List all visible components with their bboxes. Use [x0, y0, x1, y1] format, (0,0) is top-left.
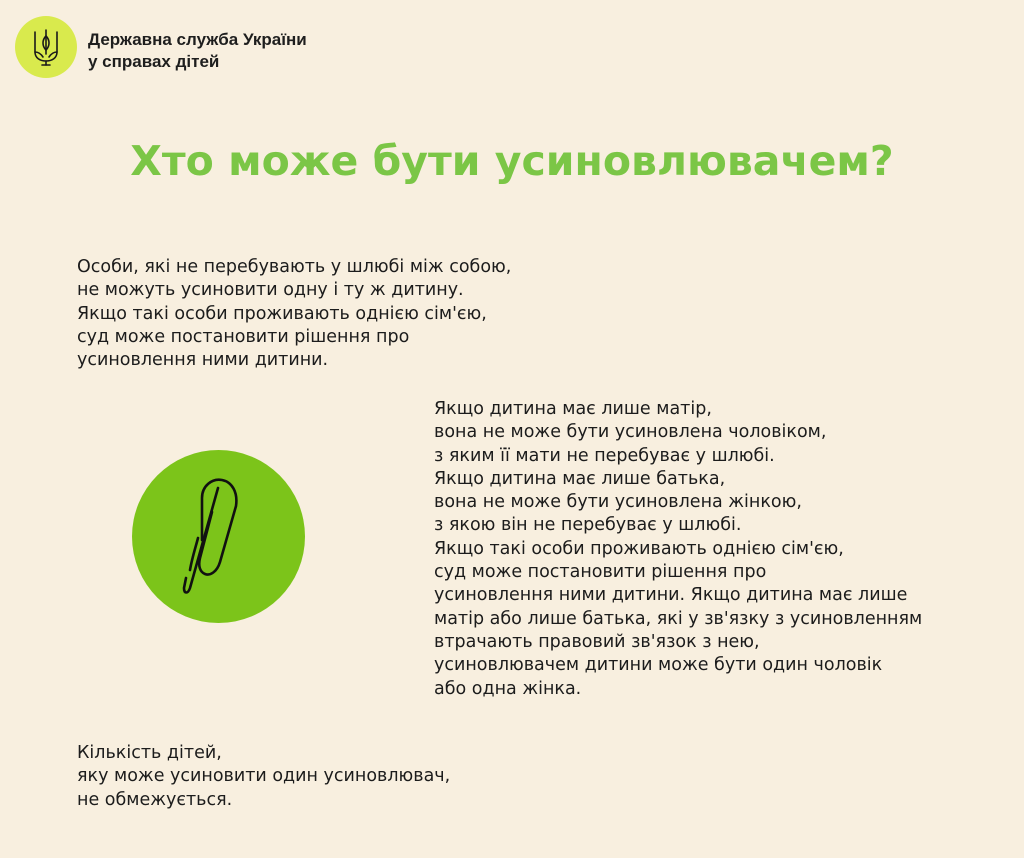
page-title: Хто може бути усиновлювачем?	[130, 137, 894, 185]
org-name-line-2: у справах дітей	[88, 52, 220, 71]
block1-line: не можуть усиновити одну і ту ж дитину.	[77, 280, 464, 301]
block2-line: з якою він не перебуває у шлюбі.	[434, 515, 742, 536]
block1-line: Якщо такі особи проживають однією сім'єю,	[77, 303, 487, 324]
text-block-number-of-children	[77, 742, 450, 812]
paperclip-icon	[132, 450, 305, 623]
block2-line: або одна жінка.	[434, 678, 582, 699]
text-block-unmarried-persons	[77, 256, 511, 372]
block2-line: вона не може бути усиновлена жінкою,	[434, 492, 802, 513]
org-name-line-1: Державна служба України	[88, 30, 307, 49]
block3-line: яку може усиновити один усиновлювач,	[77, 766, 451, 787]
illustration-circle	[132, 450, 305, 623]
block2-line: усиновлювачем дитини може бути один чоловік	[434, 655, 883, 676]
block3-line: Кількість дітей,	[77, 743, 222, 763]
block2-line: суд може постановити рішення про	[434, 562, 767, 583]
block1-line: усиновлення ними дитини.	[77, 350, 329, 371]
block1-line: Особи, які не перебувають у шлюбі між собою,	[77, 257, 512, 277]
logo-badge	[15, 16, 77, 78]
block2-line: Якщо дитина має лише батька,	[434, 468, 726, 489]
block2-line: втрачають правовий зв'язок з нею,	[434, 631, 760, 652]
block2-line: Якщо такі особи проживають однією сім'єю,	[434, 538, 844, 559]
trident-icon	[32, 28, 60, 66]
text-block-single-parent	[434, 398, 922, 701]
block3-line: не обмежується.	[77, 789, 233, 810]
block2-line: Якщо дитина має лише матір,	[434, 399, 712, 419]
block2-line: вона не може бути усиновлена чоловіком,	[434, 422, 827, 443]
block2-line: матір або лише батька, які у зв'язку з усиновленням	[434, 608, 923, 629]
block1-line: суд може постановити рішення про	[77, 326, 410, 347]
block2-line: усиновлення ними дитини. Якщо дитина має лише	[434, 585, 908, 606]
block2-line: з яким її мати не перебуває у шлюбі.	[434, 445, 775, 466]
organization-name	[88, 29, 307, 73]
